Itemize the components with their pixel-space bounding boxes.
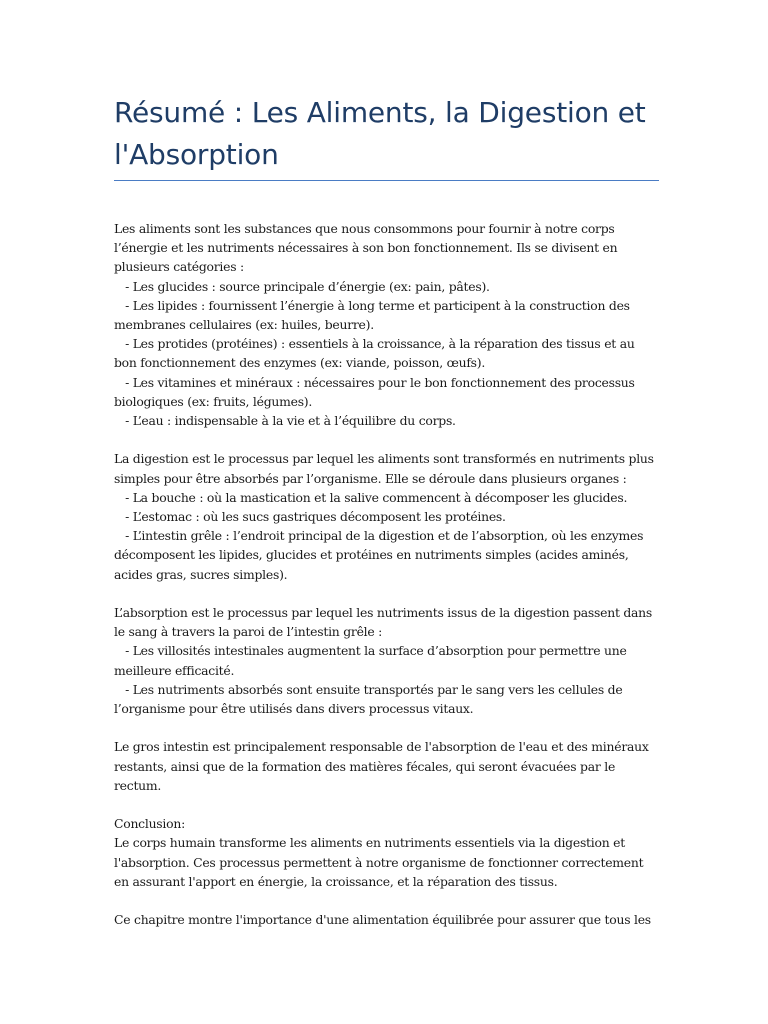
paragraph-absorption	[114, 603, 659, 718]
document-page	[114, 92, 659, 949]
paragraph-intro: L’absorption est le processus par lequel les nutriments issus de la digestion passent dans le sang à travers la paroi de l’intestin grêle :	[114, 605, 656, 640]
list-item: - L’eau : indispensable à la vie et à l’équilibre du corps.	[114, 413, 456, 429]
document-body	[114, 219, 659, 929]
list-item: - Les protides (protéines) : essentiels à la croissance, à la réparation des tissus et au bon fonctionnement des enzymes (ex: viande, poisson, œufs).	[114, 336, 639, 371]
list-item: - La bouche : où la mastication et la salive commencent à décomposer les glucides.	[114, 489, 628, 505]
list-item: - Les lipides : fournissent l’énergie à long terme et participent à la construction des membranes cellulaires (ex: huiles, beurre).	[114, 297, 634, 333]
paragraph-intro: Ce chapitre montre l'importance d'une alimentation équilibrée pour assurer que tous les	[114, 912, 651, 928]
list-item: - Les vitamines et minéraux : nécessaires pour le bon fonctionnement des processus biologiques (ex: fruits, légumes).	[114, 374, 639, 409]
paragraph-intro: Les aliments sont les substances que nous consommons pour fournir à notre corps l’énergie et les nutriments nécessaires à son bon fonctionnement. Ils se divisent en plusieurs catégories :	[114, 221, 622, 275]
paragraph-intro: Le gros intestin est principalement responsable de l'absorption de l'eau et des minéraux restants, ainsi que de la formation des matières fécales, qui seront évacuées par le rectum.	[114, 739, 653, 793]
paragraph-chapitre	[114, 910, 659, 929]
conclusion-heading: Conclusion:	[114, 816, 185, 832]
conclusion-text: Le corps humain transforme les aliments en nutriments essentiels via la digestion et l'absorption. Ces processus permettent à notre organisme de fonctionner correctement en assurant l'apport en énergie, la croissance, et la réparation des tissus.	[114, 835, 648, 889]
document-title: Résumé : Les Aliments, la Digestion et l'Absorption	[114, 92, 659, 181]
paragraph-digestion	[114, 449, 659, 583]
list-item: - L’estomac : où les sucs gastriques décomposent les protéines.	[114, 509, 506, 525]
paragraph-aliments	[114, 219, 659, 430]
list-item: - Les glucides : source principale d’énergie (ex: pain, pâtes).	[114, 278, 490, 294]
list-item: - L’intestin grêle : l’endroit principal de la digestion et de l’absorption, où les enzymes décomposent les lipides, glucides et protéines en nutriments simples (acides aminés, acides gras, sucres simples).	[114, 528, 647, 582]
paragraph-gros-intestin	[114, 737, 659, 795]
paragraph-conclusion	[114, 814, 659, 891]
list-item: - Les nutriments absorbés sont ensuite transportés par le sang vers les cellules de l’organisme pour être utilisés dans divers processus vitaux.	[114, 681, 627, 717]
list-item: - Les villosités intestinales augmentent la surface d’absorption pour permettre une meilleure efficacité.	[114, 643, 631, 678]
paragraph-intro: La digestion est le processus par lequel les aliments sont transformés en nutriments plus simples pour être absorbés par l’organisme. Elle se déroule dans plusieurs organes :	[114, 451, 658, 486]
